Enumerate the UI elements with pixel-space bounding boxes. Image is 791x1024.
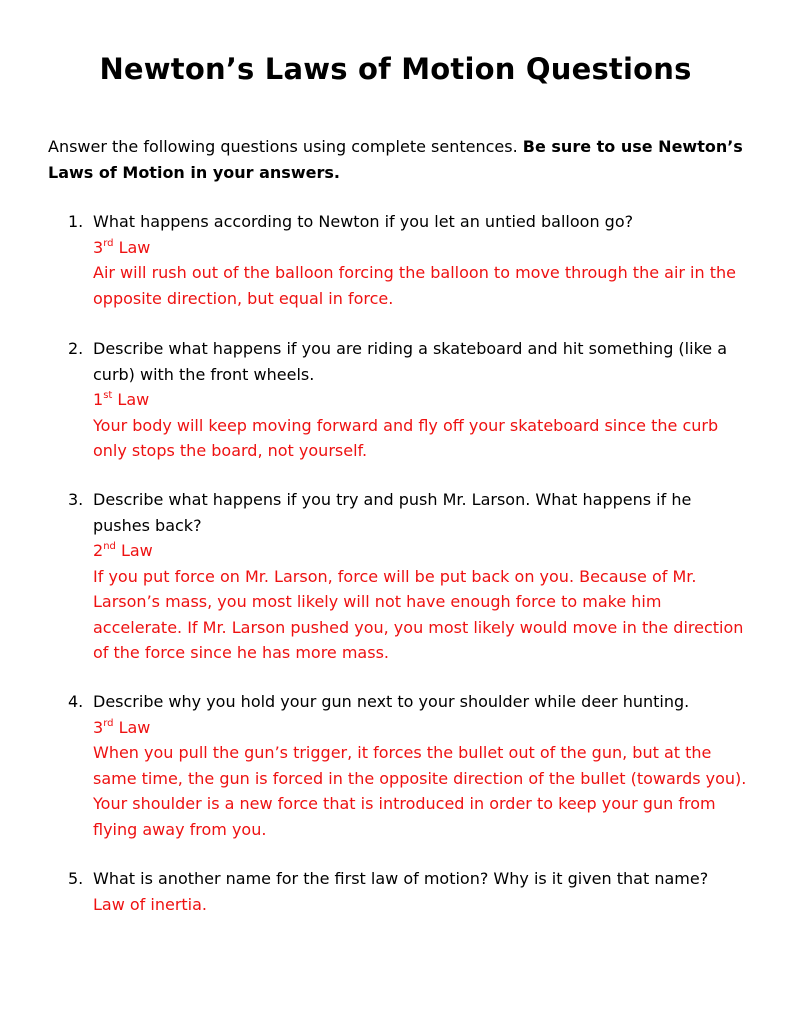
question-text: Describe why you hold your gun next to your shoulder while deer hunting.: [93, 692, 690, 711]
question-number: 2.: [68, 339, 84, 358]
law-word: Law: [113, 237, 151, 257]
law-ordinal-suffix: rd: [103, 717, 114, 729]
law-number: 1: [93, 390, 104, 409]
answer-text: When you pull the gun’s trigger, it forces the bullet out of the gun, but at the same time, the gun is forced in the opposite direction of the bullet (towards you). Your shoulder is a new force that is introduced in order to keep your gun from flying away from you.: [93, 743, 747, 839]
answer-text: Your body will keep moving forward and fly off your skateboard since the curb only stops the board, not yourself.: [93, 415, 719, 460]
question-item-3: [68, 487, 748, 666]
law-word: Law: [113, 717, 151, 737]
law-ordinal-suffix: st: [103, 390, 113, 401]
question-number: 1.: [68, 212, 84, 231]
question-text: What happens according to Newton if you let an untied balloon go?: [93, 212, 634, 231]
page-title: Newton’s Laws of Motion Questions: [99, 52, 692, 86]
law-label: [93, 235, 748, 261]
answer-text: Law of inertia.: [93, 894, 208, 914]
question-number: 4.: [68, 692, 84, 711]
instructions-text: Answer the following questions using complete sentences.: [48, 137, 523, 156]
law-number: 3: [93, 717, 104, 737]
question-text: Describe what happens if you are riding a skateboard and hit something (like a curb) with the front wheels.: [93, 339, 727, 384]
law-label: [93, 387, 748, 413]
question-number: 3.: [68, 490, 84, 509]
question-number: 5.: [68, 869, 84, 888]
law-ordinal-suffix: nd: [103, 541, 116, 552]
instructions-emphasis: Be sure to use Newton’s Laws of Motion in your answers.: [48, 137, 743, 182]
law-ordinal-suffix: rd: [103, 237, 114, 249]
law-word: Law: [115, 541, 153, 560]
law-number: 2: [93, 541, 104, 560]
question-text: What is another name for the first law of motion? Why is it given that name?: [93, 869, 709, 888]
question-item-1: [68, 209, 748, 311]
question-text: Describe what happens if you try and push Mr. Larson. What happens if he pushes back?: [93, 490, 692, 535]
answer-text: Air will rush out of the balloon forcing the balloon to move through the air in the opposite direction, but equal in force.: [93, 263, 736, 308]
law-label: [93, 715, 748, 741]
answer-text: If you put force on Mr. Larson, force will be put back on you. Because of Mr. Larson’s mass, you most likely will not have enough force to make him accelerate. If Mr. Larson pushed you, you most likely would move in the direction of the force since he has more mass.: [93, 566, 744, 662]
question-item-2: [68, 336, 748, 464]
law-word: Law: [112, 390, 150, 409]
question-item-4: [68, 689, 748, 842]
question-item-5: [68, 866, 748, 917]
law-label: [93, 538, 748, 564]
law-number: 3: [93, 237, 104, 257]
